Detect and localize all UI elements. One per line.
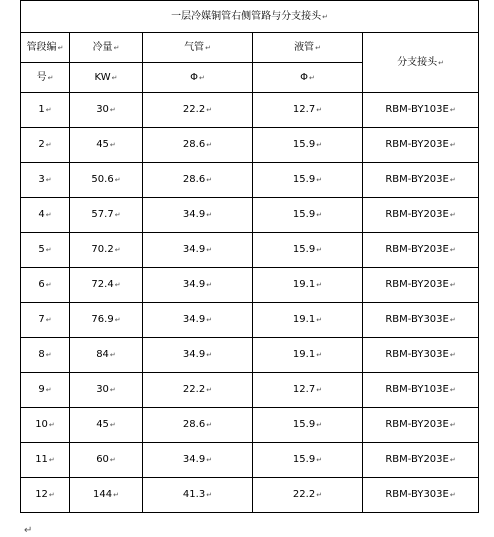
pipe-table xyxy=(20,0,479,513)
cell-no: 10↵ xyxy=(21,408,70,443)
cell-branch: RBM-BY303E↵ xyxy=(363,478,479,513)
cell-liquid: 15.9↵ xyxy=(253,198,363,233)
cell-gas: 28.6↵ xyxy=(143,163,253,198)
cell-no: 11↵ xyxy=(21,443,70,478)
cell-kw: 76.9↵ xyxy=(70,303,143,338)
cell-branch: RBM-BY203E↵ xyxy=(363,128,479,163)
cell-gas: 22.2↵ xyxy=(143,373,253,408)
cell-no: 6↵ xyxy=(21,268,70,303)
header-gas-unit: Φ↵ xyxy=(143,63,253,93)
cell-liquid: 22.2↵ xyxy=(253,478,363,513)
table-row xyxy=(21,408,479,443)
table-row xyxy=(21,93,479,128)
cell-gas: 34.9↵ xyxy=(143,268,253,303)
cell-kw: 45↵ xyxy=(70,128,143,163)
cell-no: 5↵ xyxy=(21,233,70,268)
table-row xyxy=(21,198,479,233)
cell-no: 4↵ xyxy=(21,198,70,233)
cell-liquid: 19.1↵ xyxy=(253,303,363,338)
table-row xyxy=(21,128,479,163)
cell-gas: 34.9↵ xyxy=(143,303,253,338)
cell-no: 9↵ xyxy=(21,373,70,408)
cell-kw: 50.6↵ xyxy=(70,163,143,198)
cell-kw: 72.4↵ xyxy=(70,268,143,303)
cell-gas: 34.9↵ xyxy=(143,233,253,268)
cell-gas: 41.3↵ xyxy=(143,478,253,513)
paragraph-mark: ↵ xyxy=(24,525,33,536)
header-gas: 气管↵ xyxy=(143,33,253,63)
title-row xyxy=(21,1,479,33)
cell-branch: RBM-BY103E↵ xyxy=(363,373,479,408)
header-liquid: 液管↵ xyxy=(253,33,363,63)
cell-branch: RBM-BY303E↵ xyxy=(363,303,479,338)
cell-branch: RBM-BY203E↵ xyxy=(363,443,479,478)
header-cooling: 冷量↵ xyxy=(70,33,143,63)
cell-liquid: 15.9↵ xyxy=(253,408,363,443)
cell-branch: RBM-BY103E↵ xyxy=(363,93,479,128)
table-row xyxy=(21,338,479,373)
cell-kw: 70.2↵ xyxy=(70,233,143,268)
cell-kw: 60↵ xyxy=(70,443,143,478)
cell-no: 3↵ xyxy=(21,163,70,198)
cell-kw: 57.7↵ xyxy=(70,198,143,233)
header-pipe-no-2: 号↵ xyxy=(21,63,70,93)
cell-branch: RBM-BY303E↵ xyxy=(363,338,479,373)
table-row xyxy=(21,268,479,303)
cell-branch: RBM-BY203E↵ xyxy=(363,268,479,303)
table-row xyxy=(21,443,479,478)
cell-gas: 34.9↵ xyxy=(143,338,253,373)
table-row xyxy=(21,303,479,338)
cell-kw: 84↵ xyxy=(70,338,143,373)
cell-liquid: 15.9↵ xyxy=(253,233,363,268)
cell-branch: RBM-BY203E↵ xyxy=(363,233,479,268)
cell-branch: RBM-BY203E↵ xyxy=(363,163,479,198)
cell-no: 2↵ xyxy=(21,128,70,163)
cell-gas: 34.9↵ xyxy=(143,443,253,478)
cell-liquid: 15.9↵ xyxy=(253,443,363,478)
cell-liquid: 19.1↵ xyxy=(253,338,363,373)
cell-no: 7↵ xyxy=(21,303,70,338)
cell-gas: 28.6↵ xyxy=(143,128,253,163)
cell-gas: 22.2↵ xyxy=(143,93,253,128)
cell-branch: RBM-BY203E↵ xyxy=(363,408,479,443)
cell-kw: 144↵ xyxy=(70,478,143,513)
cell-kw: 30↵ xyxy=(70,93,143,128)
cell-kw: 45↵ xyxy=(70,408,143,443)
header-cooling-unit: KW↵ xyxy=(70,63,143,93)
cell-liquid: 15.9↵ xyxy=(253,163,363,198)
header-pipe-no: 管段编↵ xyxy=(21,33,70,63)
table-row xyxy=(21,373,479,408)
table-row xyxy=(21,233,479,268)
table-row xyxy=(21,478,479,513)
cell-no: 1↵ xyxy=(21,93,70,128)
header-row-1 xyxy=(21,33,479,63)
cell-liquid: 15.9↵ xyxy=(253,128,363,163)
table-row xyxy=(21,163,479,198)
header-liquid-unit: Φ↵ xyxy=(253,63,363,93)
table-title: 一层冷媒铜管右侧管路与分支接头↵ xyxy=(21,1,479,33)
cell-gas: 28.6↵ xyxy=(143,408,253,443)
cell-liquid: 12.7↵ xyxy=(253,93,363,128)
cell-kw: 30↵ xyxy=(70,373,143,408)
cell-branch: RBM-BY203E↵ xyxy=(363,198,479,233)
header-branch: 分支接头↵ xyxy=(363,33,479,93)
cell-no: 12↵ xyxy=(21,478,70,513)
cell-liquid: 19.1↵ xyxy=(253,268,363,303)
cell-gas: 34.9↵ xyxy=(143,198,253,233)
cell-liquid: 12.7↵ xyxy=(253,373,363,408)
cell-no: 8↵ xyxy=(21,338,70,373)
